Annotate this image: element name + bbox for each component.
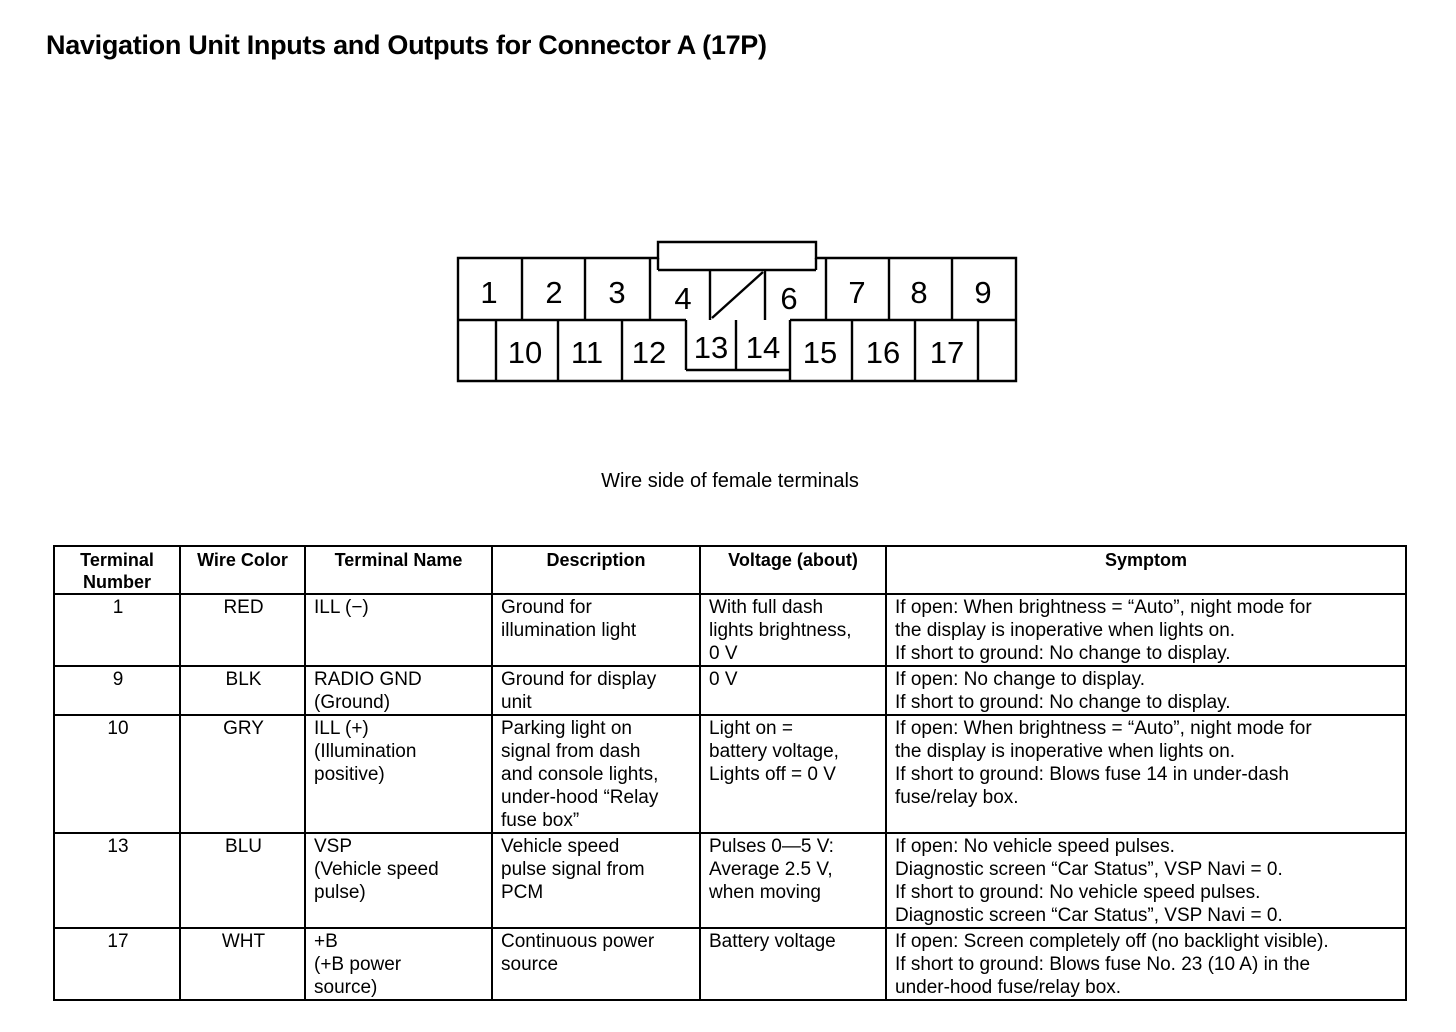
cell-line: signal from dash <box>501 741 641 762</box>
symptom-cell <box>886 666 1406 715</box>
cell-line: With full dash <box>709 597 824 618</box>
header-terminal-number: Terminal Number <box>54 546 180 594</box>
description-cell <box>492 928 700 1000</box>
pin-label: 9 <box>974 275 992 310</box>
symptom-line: the display is inoperative when lights on. <box>895 620 1236 641</box>
symptom-line: under-hood fuse/relay box. <box>895 977 1122 998</box>
cell-line: pulse signal from <box>501 859 645 880</box>
symptom-line: If short to ground: No vehicle speed pulses. <box>895 882 1261 903</box>
cell-line: (Illumination <box>314 741 417 762</box>
cell-line: (Vehicle speed <box>314 859 439 880</box>
symptom-line: If short to ground: No change to display. <box>895 692 1231 713</box>
connector-diagram <box>0 0 1456 420</box>
pin-label: 14 <box>745 330 781 365</box>
voltage-cell <box>700 666 886 715</box>
cell-line: VSP <box>314 836 353 857</box>
terminal-name-cell <box>305 715 492 833</box>
symptom-line: If open: When brightness = “Auto”, night mode for <box>895 597 1312 618</box>
pin-label: 11 <box>570 335 604 370</box>
cell-line: Average 2.5 V, <box>709 859 833 880</box>
connector-caption: Wire side of female terminals <box>601 470 859 492</box>
symptom-line: If short to ground: Blows fuse No. 23 (10 A) in the <box>895 954 1311 975</box>
terminal-number-cell: 13 <box>54 833 180 928</box>
cell-line: when moving <box>709 882 821 903</box>
symptom-line: If short to ground: No change to display. <box>895 643 1231 664</box>
cell-line: 0 V <box>709 643 738 664</box>
description-cell <box>492 666 700 715</box>
cell-line: Vehicle speed <box>501 836 620 857</box>
page-title: Navigation Unit Inputs and Outputs for Connector A (17P) <box>46 30 767 60</box>
terminal-name-cell <box>305 666 492 715</box>
pin-label: 13 <box>693 330 729 365</box>
cell-line: pulse) <box>314 882 366 903</box>
terminal-name-cell <box>305 928 492 1000</box>
header-terminal-name: Terminal Name <box>305 546 492 594</box>
voltage-cell <box>700 594 886 666</box>
terminal-number-cell: 9 <box>54 666 180 715</box>
cell-line: ILL (+) <box>314 718 369 739</box>
cell-line: battery voltage, <box>709 741 839 762</box>
table-row <box>54 715 1406 833</box>
wire-color-cell: RED <box>180 594 305 666</box>
cell-line: PCM <box>501 882 544 903</box>
cell-line: Pulses 0—5 V: <box>709 836 834 857</box>
symptom-line: If open: No vehicle speed pulses. <box>895 836 1175 857</box>
voltage-cell <box>700 928 886 1000</box>
cell-line: Continuous power <box>501 931 655 952</box>
header-wire-color: Wire Color <box>180 546 305 594</box>
cell-line: positive) <box>314 764 385 785</box>
cell-line: 0 V <box>709 669 738 690</box>
wire-color-cell: WHT <box>180 928 305 1000</box>
table-row <box>54 594 1406 666</box>
table-row <box>54 666 1406 715</box>
symptom-cell <box>886 594 1406 666</box>
pin-label: 7 <box>848 275 866 310</box>
pin-label: 12 <box>631 335 667 370</box>
symptom-line: If open: Screen completely off (no backlight visible). <box>895 931 1329 952</box>
terminal-name-cell <box>305 833 492 928</box>
wire-color-cell: BLU <box>180 833 305 928</box>
symptom-cell <box>886 715 1406 833</box>
terminal-table <box>53 545 1407 1001</box>
pin-label: 17 <box>929 335 965 370</box>
terminal-number-cell: 1 <box>54 594 180 666</box>
voltage-cell <box>700 833 886 928</box>
symptom-cell <box>886 928 1406 1000</box>
cell-line: source) <box>314 977 378 998</box>
cell-line: Battery voltage <box>709 931 836 952</box>
pin-label: 16 <box>865 335 901 370</box>
cell-line: and console lights, <box>501 764 659 785</box>
voltage-cell <box>700 715 886 833</box>
description-cell <box>492 594 700 666</box>
pin-label: 8 <box>910 275 928 310</box>
symptom-line: If open: When brightness = “Auto”, night mode for <box>895 718 1312 739</box>
terminal-number-cell: 10 <box>54 715 180 833</box>
cell-line: +B <box>314 931 338 952</box>
table-row <box>54 928 1406 1000</box>
terminal-name-cell <box>305 594 492 666</box>
cell-line: Ground for display <box>501 669 657 690</box>
description-cell <box>492 833 700 928</box>
symptom-line: If open: No change to display. <box>895 669 1145 690</box>
cell-line: Parking light on <box>501 718 632 739</box>
pin-label: 6 <box>780 281 798 316</box>
symptom-cell <box>886 833 1406 928</box>
cell-line: Ground for <box>501 597 592 618</box>
cell-line: Light on = <box>709 718 793 739</box>
table-row <box>54 833 1406 928</box>
cell-line: lights brightness, <box>709 620 852 641</box>
cell-line: (Ground) <box>314 692 391 713</box>
symptom-line: Diagnostic screen “Car Status”, VSP Navi = 0. <box>895 905 1283 926</box>
cell-line: fuse box” <box>501 810 580 831</box>
cell-line: Lights off = 0 V <box>709 764 836 785</box>
symptom-line: fuse/relay box. <box>895 787 1019 808</box>
pin-label: 15 <box>802 335 838 370</box>
description-cell <box>492 715 700 833</box>
symptom-line: the display is inoperative when lights on. <box>895 741 1236 762</box>
cell-line: unit <box>501 692 532 713</box>
header-symptom: Symptom <box>886 546 1406 594</box>
wire-color-cell: BLK <box>180 666 305 715</box>
wire-color-cell: GRY <box>180 715 305 833</box>
pin-label: 10 <box>507 335 543 370</box>
pin-label: 3 <box>608 275 626 310</box>
pin-label: 1 <box>480 275 498 310</box>
cell-line: ILL (−) <box>314 597 369 618</box>
cell-line: (+B power <box>314 954 402 975</box>
header-description: Description <box>492 546 700 594</box>
cell-line: source <box>501 954 559 975</box>
table-header-row <box>54 546 1406 594</box>
symptom-line: Diagnostic screen “Car Status”, VSP Navi = 0. <box>895 859 1283 880</box>
symptom-line: If short to ground: Blows fuse 14 in under-dash <box>895 764 1289 785</box>
pin-label: 4 <box>674 281 692 316</box>
header-voltage: Voltage (about) <box>700 546 886 594</box>
pin-label: 2 <box>545 275 563 310</box>
cell-line: RADIO GND <box>314 669 422 690</box>
cell-line: illumination light <box>501 620 637 641</box>
cell-line: under-hood “Relay <box>501 787 659 808</box>
terminal-number-cell: 17 <box>54 928 180 1000</box>
